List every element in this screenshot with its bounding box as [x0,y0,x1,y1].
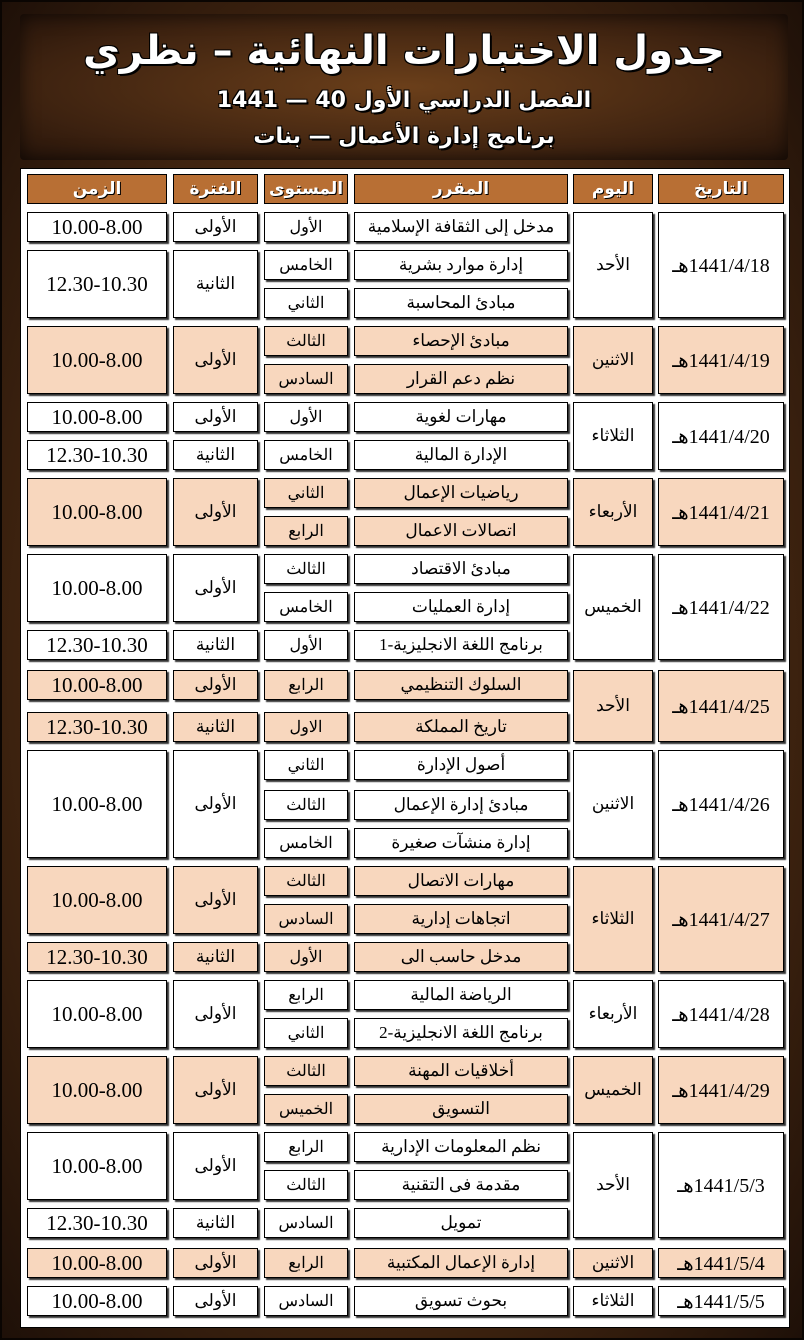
course-level: الأول [264,212,348,242]
course-level: الرابع [264,516,348,546]
exam-day: الأحد [573,212,653,318]
exam-time: 10.00-8.00 [27,670,167,700]
exam-day: الخميس [573,554,653,660]
course-level: الثالث [264,1170,348,1200]
header-period: الفترة [173,174,258,204]
course-level: الرابع [264,1248,348,1278]
course-level: الأول [264,402,348,432]
exam-time: 10.00-8.00 [27,1286,167,1316]
exam-date: 1441/4/25هـ [658,670,784,742]
exam-time: 10.00-8.00 [27,478,167,546]
course-level: الثالث [264,866,348,896]
exam-time: 12.30-10.30 [27,630,167,660]
exam-period: الأولى [173,1056,258,1124]
course-level: الخامس [264,250,348,280]
course-level: السادس [264,1286,348,1316]
exam-date: 1441/4/18هـ [658,212,784,318]
course-name: برنامج اللغة الانجليزية-1 [354,630,568,660]
course-name: إدارة الإعمال المكتبية [354,1248,568,1278]
exam-period: الثانية [173,630,258,660]
exam-date: 1441/4/27هـ [658,866,784,972]
course-level: الثاني [264,478,348,508]
course-name: مهارات لغوية [354,402,568,432]
course-level: الثالث [264,554,348,584]
exam-time: 12.30-10.30 [27,942,167,972]
exam-day: الأحد [573,1132,653,1238]
course-name: الرياضة المالية [354,980,568,1010]
course-level: الخامس [264,592,348,622]
course-level: الثالث [264,790,348,820]
course-name: مبادئ إدارة الإعمال [354,790,568,820]
exam-time: 12.30-10.30 [27,440,167,470]
semester-line: الفصل الدراسي الأول 40 — 1441 [216,88,592,113]
course-level: الخامس [264,440,348,470]
exam-time: 10.00-8.00 [27,1132,167,1200]
exam-date: 1441/4/20هـ [658,402,784,470]
course-level: الأول [264,942,348,972]
exam-time: 10.00-8.00 [27,212,167,242]
exam-time: 10.00-8.00 [27,554,167,622]
course-level: الاول [264,712,348,742]
course-level: السادس [264,364,348,394]
course-name: السلوك التنظيمي [354,670,568,700]
exam-time: 10.00-8.00 [27,326,167,394]
exam-date: 1441/4/28هـ [658,980,784,1048]
exam-time: 12.30-10.30 [27,1208,167,1238]
exam-time: 10.00-8.00 [27,866,167,934]
exam-time: 10.00-8.00 [27,750,167,858]
exam-period: الأولى [173,478,258,546]
course-level: الخامس [264,828,348,858]
exam-day: الثلاثاء [573,1286,653,1316]
course-level: السادس [264,904,348,934]
header-course: المقرر [354,174,568,204]
course-name: مقدمة فى التقنية [354,1170,568,1200]
course-name: برنامج اللغة الانجليزية-2 [354,1018,568,1048]
page-title: جدول الاختبارات النهائية – نظري [83,28,725,74]
exam-period: الأولى [173,866,258,934]
exam-date: 1441/4/22هـ [658,554,784,660]
exam-date: 1441/4/19هـ [658,326,784,394]
exam-period: الأولى [173,980,258,1048]
exam-day: الأحد [573,670,653,742]
header-day: اليوم [573,174,653,204]
header-time: الزمن [27,174,167,204]
exam-date: 1441/4/26هـ [658,750,784,858]
course-name: إدارة موارد بشرية [354,250,568,280]
exam-time: 12.30-10.30 [27,250,167,318]
program-line: برنامج إدارة الأعمال — بنات [253,124,555,149]
exam-day: الثلاثاء [573,402,653,470]
exam-day: الثلاثاء [573,866,653,972]
exam-period: الأولى [173,750,258,858]
exam-time: 10.00-8.00 [27,1056,167,1124]
course-name: التسويق [354,1094,568,1124]
exam-date: 1441/5/3هـ [658,1132,784,1238]
course-name: مبادئ الاقتصاد [354,554,568,584]
exam-date: 1441/5/5هـ [658,1286,784,1316]
course-level: الثاني [264,288,348,318]
header-level: المستوى [264,174,348,204]
exam-time: 10.00-8.00 [27,402,167,432]
course-name: مدخل إلى الثقافة الإسلامية [354,212,568,242]
course-level: السادس [264,1208,348,1238]
course-name: مبادئ الإحصاء [354,326,568,356]
exam-day: الاثنين [573,326,653,394]
exam-period: الأولى [173,1286,258,1316]
course-level: الثاني [264,750,348,780]
course-level: الأول [264,630,348,660]
exam-date: 1441/5/4هـ [658,1248,784,1278]
course-name: تاريخ المملكة [354,712,568,742]
course-name: نظم المعلومات الإدارية [354,1132,568,1162]
course-level: الثالث [264,1056,348,1086]
exam-period: الثانية [173,712,258,742]
exam-day: الخميس [573,1056,653,1124]
exam-day: الاثنين [573,1248,653,1278]
exam-time: 12.30-10.30 [27,712,167,742]
course-name: مهارات الاتصال [354,866,568,896]
exam-period: الأولى [173,554,258,622]
exam-period: الأولى [173,326,258,394]
course-name: الإدارة المالية [354,440,568,470]
course-name: إدارة العمليات [354,592,568,622]
exam-period: الثانية [173,440,258,470]
course-name: أخلاقيات المهنة [354,1056,568,1086]
course-name: اتجاهات إدارية [354,904,568,934]
exam-time: 10.00-8.00 [27,1248,167,1278]
course-level: الخميس [264,1094,348,1124]
course-name: مبادئ المحاسبة [354,288,568,318]
exam-date: 1441/4/29هـ [658,1056,784,1124]
course-name: أصول الإدارة [354,750,568,780]
course-level: الرابع [264,1132,348,1162]
course-level: الثاني [264,1018,348,1048]
course-level: الرابع [264,980,348,1010]
exam-period: الثانية [173,942,258,972]
header-date: التاريخ [658,174,784,204]
exam-period: الأولى [173,1248,258,1278]
exam-period: الثانية [173,250,258,318]
course-level: الرابع [264,670,348,700]
course-name: نظم دعم القرار [354,364,568,394]
exam-day: الأربعاء [573,478,653,546]
course-name: بحوث تسويق [354,1286,568,1316]
course-name: اتصالات الاعمال [354,516,568,546]
exam-date: 1441/4/21هـ [658,478,784,546]
course-name: مدخل حاسب الى [354,942,568,972]
exam-time: 10.00-8.00 [27,980,167,1048]
header-banner [20,14,788,160]
course-name: رياضيات الإعمال [354,478,568,508]
course-name: تمويل [354,1208,568,1238]
exam-day: الأربعاء [573,980,653,1048]
exam-period: الأولى [173,670,258,700]
exam-period: الأولى [173,402,258,432]
course-name: إدارة منشآت صغيرة [354,828,568,858]
exam-period: الأولى [173,212,258,242]
exam-period: الأولى [173,1132,258,1200]
exam-period: الثانية [173,1208,258,1238]
exam-day: الاثنين [573,750,653,858]
course-level: الثالث [264,326,348,356]
